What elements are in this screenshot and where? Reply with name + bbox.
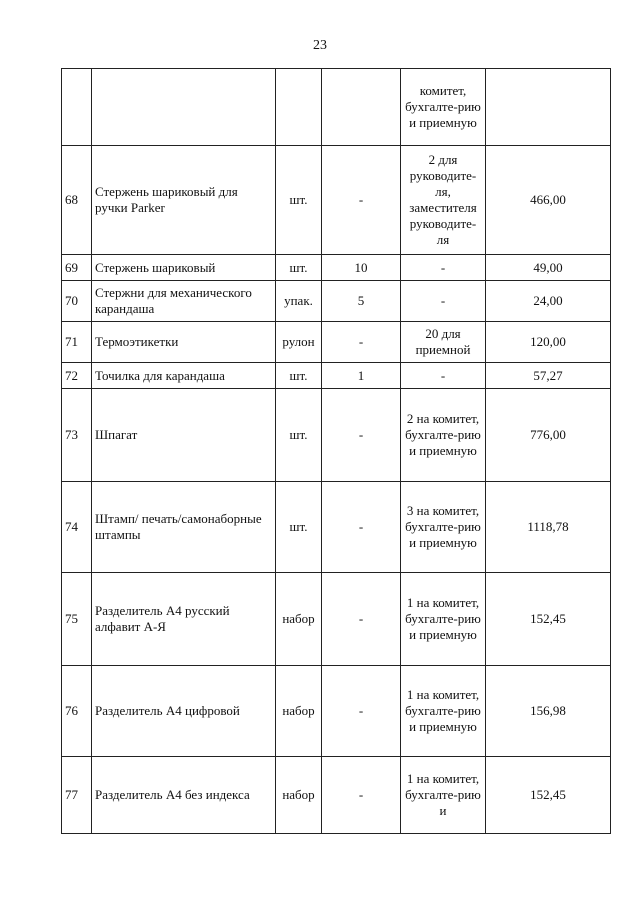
quantity: - [322, 666, 401, 757]
unit: шт. [276, 389, 322, 482]
table-row [62, 255, 611, 281]
row-number: 75 [62, 573, 92, 666]
allocation-note: - [401, 281, 486, 322]
quantity [322, 69, 401, 146]
allocation-note: 2 на комитет, бухгалте-рию и приемную [401, 389, 486, 482]
table-row [62, 146, 611, 255]
row-number: 77 [62, 757, 92, 834]
item-name: Точилка для карандаша [92, 363, 276, 389]
page-number: 23 [313, 38, 327, 53]
row-number: 69 [62, 255, 92, 281]
price: 24,00 [486, 281, 611, 322]
row-number: 72 [62, 363, 92, 389]
allocation-note: 2 для руководите-ля, заместителя руководите-ля [401, 146, 486, 255]
allocation-note: 3 на комитет, бухгалте-рию и приемную [401, 482, 486, 573]
price: 57,27 [486, 363, 611, 389]
allocation-note: - [401, 255, 486, 281]
quantity: - [322, 573, 401, 666]
allocation-note: комитет, бухгалте-рию и приемную [401, 69, 486, 146]
table-row [62, 757, 611, 834]
row-number: 74 [62, 482, 92, 573]
allocation-note: 1 на комитет, бухгалте-рию и приемную [401, 666, 486, 757]
item-name: Стержень шариковый для ручки Parker [92, 146, 276, 255]
price: 152,45 [486, 573, 611, 666]
allocation-note: 1 на комитет, бухгалте-рию и [401, 757, 486, 834]
quantity: - [322, 389, 401, 482]
supplies-table [61, 68, 611, 834]
unit: шт. [276, 255, 322, 281]
allocation-note: - [401, 363, 486, 389]
price: 1118,78 [486, 482, 611, 573]
row-number [62, 69, 92, 146]
price [486, 69, 611, 146]
item-name: Термоэтикетки [92, 322, 276, 363]
price: 466,00 [486, 146, 611, 255]
table-row [62, 69, 611, 146]
price: 776,00 [486, 389, 611, 482]
price: 156,98 [486, 666, 611, 757]
unit: шт. [276, 146, 322, 255]
unit: шт. [276, 482, 322, 573]
table-row [62, 281, 611, 322]
item-name: Стержни для механического карандаша [92, 281, 276, 322]
item-name: Штамп/ печать/самонаборные штампы [92, 482, 276, 573]
allocation-note: 20 для приемной [401, 322, 486, 363]
quantity: - [322, 322, 401, 363]
row-number: 71 [62, 322, 92, 363]
table-row [62, 322, 611, 363]
quantity: 10 [322, 255, 401, 281]
allocation-note: 1 на комитет, бухгалте-рию и приемную [401, 573, 486, 666]
quantity: 5 [322, 281, 401, 322]
unit: набор [276, 573, 322, 666]
item-name: Разделитель А4 цифровой [92, 666, 276, 757]
table-row [62, 482, 611, 573]
unit: упак. [276, 281, 322, 322]
item-name: Разделитель А4 русский алфавит А-Я [92, 573, 276, 666]
quantity: - [322, 146, 401, 255]
quantity: - [322, 482, 401, 573]
row-number: 70 [62, 281, 92, 322]
unit: шт. [276, 363, 322, 389]
price: 49,00 [486, 255, 611, 281]
item-name: Стержень шариковый [92, 255, 276, 281]
row-number: 68 [62, 146, 92, 255]
row-number: 73 [62, 389, 92, 482]
table-row [62, 573, 611, 666]
unit: рулон [276, 322, 322, 363]
table-row [62, 389, 611, 482]
item-name: Разделитель А4 без индекса [92, 757, 276, 834]
item-name [92, 69, 276, 146]
quantity: - [322, 757, 401, 834]
unit: набор [276, 666, 322, 757]
table-row [62, 666, 611, 757]
quantity: 1 [322, 363, 401, 389]
price: 152,45 [486, 757, 611, 834]
unit [276, 69, 322, 146]
table-row [62, 363, 611, 389]
unit: набор [276, 757, 322, 834]
row-number: 76 [62, 666, 92, 757]
price: 120,00 [486, 322, 611, 363]
item-name: Шпагат [92, 389, 276, 482]
